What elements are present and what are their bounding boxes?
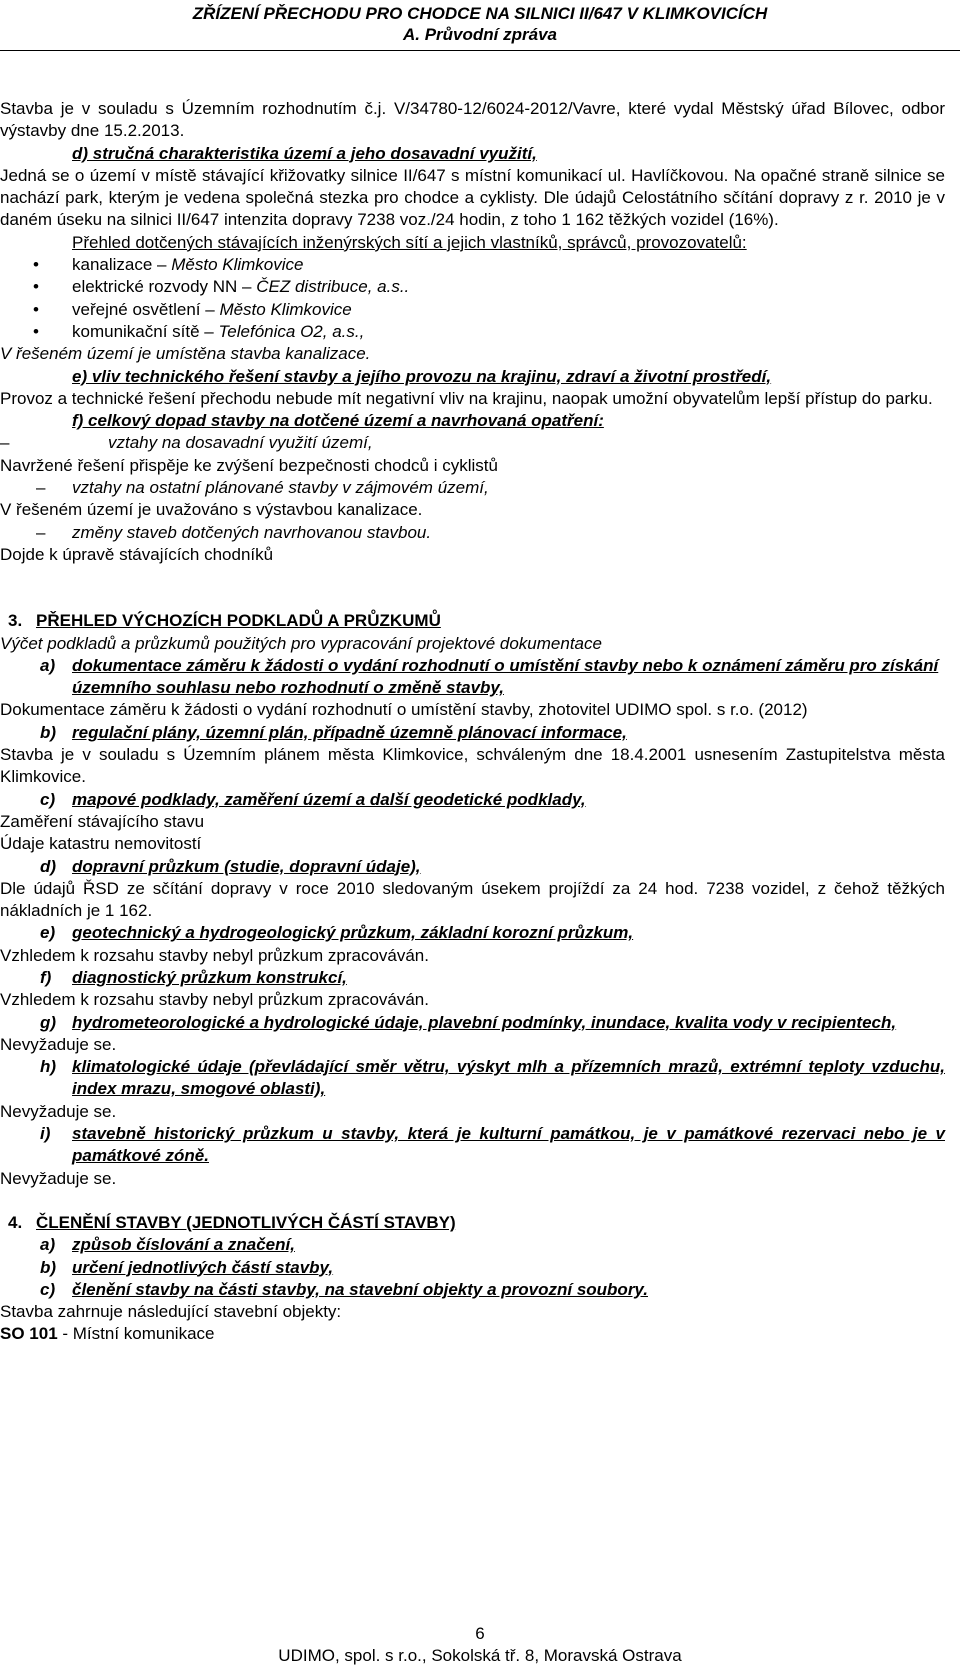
source-item-text: Zaměření stávajícího stavu: [0, 811, 205, 831]
item-letter: h): [40, 1057, 57, 1077]
dash-icon: –: [0, 433, 10, 453]
footer-company: UDIMO, spol. s r.o., Sokolská tř. 8, Moravská Ostrava: [278, 1646, 682, 1665]
network-item: • veřejné osvětlení – Město Klimkovice: [0, 299, 945, 321]
item-letter: b): [40, 722, 57, 742]
section-title: ČLENĚNÍ STAVBY (JEDNOTLIVÝCH ČÁSTÍ STAVBY): [36, 1212, 456, 1232]
network-name: veřejné osvětlení: [72, 299, 201, 319]
bullet-icon: •: [33, 277, 39, 297]
object-name: - Místní komunikace: [57, 1324, 215, 1344]
bullet-icon: •: [33, 299, 39, 319]
network-name: kanalizace: [72, 255, 153, 275]
territory-description: Jedná se o území v místě stávající křižovatky silnice II/647 s místní komunikací ul. Havlíčkovou. Na opačné straně silnice se nachází park, kterým je vedena společná stezka pro chodce a cyklisty. Dle údajů Celostátního sčítání dopravy z r. 2010 je v daném úseku na silnici II/647 intenzita dopravy 7238 voz./24 hodin, z toho 1 162 těžkých vozidel (16%).: [0, 165, 945, 230]
structure-item: [0, 1279, 945, 1301]
impact-text: Provoz a technické řešení přechodu nebude mít negativní vliv na krajinu, naopak umožní obyvatelům lepší přístup do parku.: [0, 388, 933, 408]
structure-item: [0, 1234, 945, 1256]
section-title: PŘEHLED VÝCHOZÍCH PODKLADŮ A PRŮZKUMŮ: [36, 611, 441, 631]
f-text-3: Dojde k úpravě stávajících chodníků: [0, 544, 274, 564]
source-item-heading: [0, 722, 945, 744]
dash-item-text: vztahy na dosavadní využití území,: [108, 433, 373, 453]
network-name: elektrické rozvody NN: [72, 277, 238, 297]
source-item-heading: [0, 1012, 945, 1034]
source-item-heading: [0, 1123, 945, 1168]
source-item-heading: [0, 789, 945, 811]
source-item-text: Dle údajů ŘSD ze sčítání dopravy v roce 2010 sledovaným úsekem projíždí za 24 hod. 7238 vozidel, z čehož těžkých nákladních je 1 162.: [0, 878, 945, 921]
object-code: SO 101: [0, 1324, 58, 1344]
document-subtitle: A. Průvodní zpráva: [403, 25, 557, 44]
heading-f: f) celkový dopad stavby na dotčené území a navrhovaná opatření:: [72, 411, 604, 431]
network-item: • kanalizace – Město Klimkovice: [0, 254, 945, 276]
section-number: 3.: [8, 611, 23, 631]
item-title: diagnostický průzkum konstrukcí,: [72, 967, 347, 987]
f-text-2: V řešeném území je uvažováno s výstavbou kanalizace.: [0, 500, 423, 520]
zoning-decision-paragraph: Stavba je v souladu s Územním rozhodnutím č.j. V/34780-12/6024-2012/Vavre, které vydal Městský úřad Bílovec, odbor výstavby dne 15.2.2013.: [0, 99, 945, 141]
network-owner: Město Klimkovice: [219, 299, 352, 319]
network-owner: ČEZ distribuce, a.s..: [256, 277, 410, 297]
source-item-heading: [0, 1056, 945, 1101]
dash-icon: –: [36, 478, 46, 498]
item-letter: i): [40, 1124, 51, 1144]
bullet-icon: •: [33, 255, 39, 275]
item-letter: c): [40, 1279, 56, 1299]
item-title: určení jednotlivých částí stavby,: [72, 1257, 334, 1277]
item-title: stavebně historický průzkum u stavby, která je kulturní památkou, je v památkové rezervaci nebo je v památkové zóně.: [72, 1124, 945, 1166]
source-item-text: Nevyžaduje se.: [0, 1034, 117, 1054]
item-letter: a): [40, 655, 56, 675]
heading-d: d) stručná charakteristika území a jeho dosavadní využití,: [72, 143, 537, 163]
structure-item: [0, 1257, 945, 1279]
document-title: ZŘÍZENÍ PŘECHODU PRO CHODCE NA SILNICI II/647 V KLIMKOVICÍCH: [192, 4, 768, 23]
header-divider: [0, 50, 960, 51]
item-letter: c): [40, 789, 56, 809]
source-item-text: Vzhledem k rozsahu stavby nebyl průzkum zpracováván.: [0, 945, 429, 965]
source-item-text: Údaje katastru nemovitostí: [0, 834, 202, 854]
item-title: dopravní průzkum (studie, dopravní údaje),: [72, 856, 421, 876]
source-item-text: Dokumentace záměru k žádosti o vydání rozhodnutí o umístění stavby, zhotovitel UDIMO spol. s r.o. (2012): [0, 700, 808, 720]
section-3-heading: [0, 610, 945, 632]
dash-icon: –: [36, 522, 46, 542]
network-item: • komunikační sítě – Telefónica O2, a.s.,: [0, 321, 945, 343]
item-letter: d): [40, 856, 57, 876]
bullet-icon: •: [33, 321, 39, 341]
dash-item-text: vztahy na ostatní plánované stavby v zájmovém území,: [72, 478, 489, 498]
section-number: 4.: [8, 1212, 23, 1232]
f-text-1: Navržené řešení přispěje ke zvýšení bezpečnosti chodců i cyklistů: [0, 455, 498, 475]
item-title: klimatologické údaje (převládající směr větru, výskyt mlh a přízemních mrazů, extrémní teploty vzduchu, index mrazu, smogové oblasti),: [72, 1057, 945, 1099]
source-item-text: Stavba je v souladu s Územním plánem města Klimkovice, schváleným dne 18.4.2001 usnesením Zastupitelstva města Klimkovice.: [0, 745, 945, 787]
item-title: regulační plány, územní plán, případně územně plánovací informace,: [72, 722, 627, 742]
dash-item-text: změny staveb dotčených navrhovanou stavbou.: [72, 522, 432, 542]
section-3-intro: Výčet podkladů a průzkumů použitých pro vypracování projektové dokumentace: [0, 633, 602, 653]
source-item-text: Nevyžaduje se.: [0, 1168, 117, 1188]
sewer-note: V řešeném území je umístěna stavba kanalizace.: [0, 344, 371, 364]
item-letter: b): [40, 1257, 57, 1277]
source-item-text: Nevyžaduje se.: [0, 1101, 117, 1121]
source-item-heading: [0, 856, 945, 878]
item-letter: f): [40, 967, 52, 987]
network-item: • elektrické rozvody NN – ČEZ distribuce, a.s..: [0, 276, 945, 298]
item-title: hydrometeorologické a hydrologické údaje, plavební podmínky, inundace, kvalita vody v recipientech,: [72, 1012, 897, 1032]
network-owner: Telefónica O2, a.s.,: [218, 321, 365, 341]
building-object: [0, 1323, 945, 1345]
network-name: komunikační sítě: [72, 321, 200, 341]
networks-intro: Přehled dotčených stávajících inženýrských sítí a jejich vlastníků, správců, provozovatelů:: [72, 232, 747, 252]
item-title: mapové podklady, zaměření území a další geodetické podklady,: [72, 789, 586, 809]
item-letter: e): [40, 923, 56, 943]
dash-item: [0, 432, 945, 454]
dash-item: [0, 522, 945, 544]
objects-intro: Stavba zahrnuje následující stavební objekty:: [0, 1302, 342, 1322]
source-item-text: Vzhledem k rozsahu stavby nebyl průzkum zpracováván.: [0, 990, 429, 1010]
heading-e: e) vliv technického řešení stavby a jejího provozu na krajinu, zdraví a životní prostředí,: [72, 366, 772, 386]
item-title: geotechnický a hydrogeologický průzkum, základní korozní průzkum,: [72, 923, 634, 943]
dash-item: [0, 477, 945, 499]
item-title: způsob číslování a značení,: [72, 1235, 295, 1255]
network-owner: Město Klimkovice: [171, 255, 304, 275]
page-number: 6: [475, 1624, 485, 1643]
section-4-heading: [0, 1212, 945, 1234]
item-title: členění stavby na části stavby, na stavební objekty a provozní soubory.: [72, 1279, 648, 1299]
document-body: [0, 98, 945, 1346]
item-letter: g): [40, 1012, 57, 1032]
source-item-heading: [0, 922, 945, 944]
source-item-heading: [0, 655, 945, 700]
item-title: dokumentace záměru k žádosti o vydání rozhodnutí o umístění stavby nebo k oznámení záměru pro získání územního souhlasu nebo rozhodnutí o změně stavby,: [72, 655, 939, 698]
source-item-heading: [0, 967, 945, 989]
item-letter: a): [40, 1235, 56, 1255]
